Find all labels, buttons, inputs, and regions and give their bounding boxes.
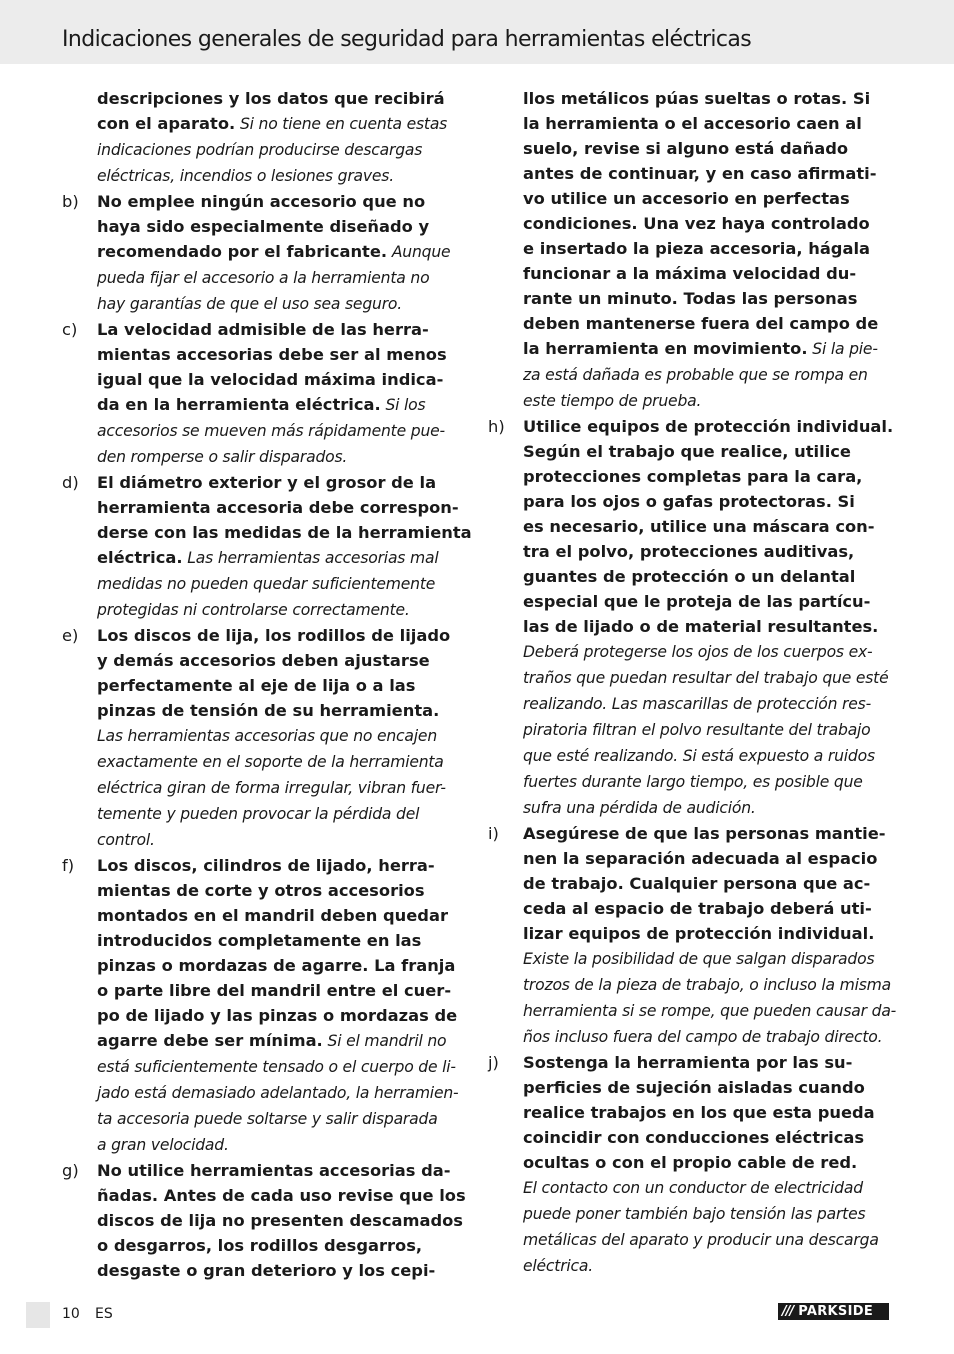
italic-text: eléctricas, incendios o lesiones graves.	[97, 167, 394, 185]
text-line	[97, 1132, 470, 1158]
bold-text: o desgarros, los rodillos desgarros,	[97, 1236, 423, 1255]
logo-wordmark: PARKSIDE	[798, 1304, 874, 1319]
italic-text: fuertes durante largo tiempo, es posible que	[523, 773, 863, 791]
text-line	[97, 495, 472, 520]
italic-text: Si el mandril no	[322, 1032, 447, 1050]
italic-text: Deberá protegerse los ojos de los cuerpos ex-	[523, 643, 873, 661]
text-line	[97, 520, 472, 545]
italic-text: medidas no pueden quedar suficientemente	[97, 575, 436, 593]
text-line	[523, 691, 898, 717]
item-text	[523, 414, 898, 821]
text-line	[523, 136, 898, 161]
text-line	[523, 311, 898, 336]
safety-item	[62, 189, 470, 317]
bold-text: para los ojos o gafas protectoras. Si	[523, 492, 855, 511]
bold-text: Los discos de lija, los rodillos de lijado	[97, 626, 451, 645]
bold-text: rante un minuto. Todas las personas	[523, 289, 858, 308]
text-line	[523, 743, 898, 769]
text-line	[97, 749, 470, 775]
text-line	[97, 978, 470, 1003]
text-line	[523, 1150, 898, 1175]
bold-text: descripciones y los datos que recibirá	[97, 89, 445, 108]
text-line	[97, 928, 470, 953]
text-line	[523, 896, 898, 921]
bold-text: ceda al espacio de trabajo deberá uti-	[523, 899, 872, 918]
italic-text: Existe la posibilidad de que salgan disparados	[523, 950, 875, 968]
text-line	[97, 853, 470, 878]
bold-text: lizar equipos de protección individual.	[523, 924, 875, 943]
bold-text: introducidos completamente en las	[97, 931, 422, 950]
text-line	[523, 846, 898, 871]
text-line	[97, 392, 470, 418]
text-line	[97, 189, 470, 214]
text-line	[97, 903, 470, 928]
text-line	[523, 1201, 898, 1227]
bold-text: o parte libre del mandril entre el cuer-	[97, 981, 452, 1000]
bold-text: vo utilice un accesorio en perfectas	[523, 189, 850, 208]
text-line	[97, 367, 470, 392]
italic-text: accesorios se mueven más rápidamente pue-	[97, 422, 445, 440]
text-line	[523, 665, 898, 691]
text-line	[523, 464, 898, 489]
page-number: 10	[62, 1306, 80, 1322]
text-line	[523, 1100, 898, 1125]
bold-text: Según el trabajo que realice, utilice	[523, 442, 851, 461]
italic-text: Las herramientas accesorias que no encajen	[97, 727, 438, 745]
text-line	[523, 998, 898, 1024]
text-line	[97, 1054, 470, 1080]
bold-text: deben mantenerse fuera del campo de	[523, 314, 879, 333]
bold-text: antes de continuar, y en caso afirmati-	[523, 164, 877, 183]
text-line	[523, 1125, 898, 1150]
item-text	[97, 470, 472, 623]
text-line	[97, 1183, 470, 1208]
bold-text: llos metálicos púas sueltas o rotas. Si	[523, 89, 871, 108]
italic-text: jado está demasiado adelantado, la herramien-	[97, 1084, 459, 1102]
italic-text: ños incluso fuera del campo de trabajo directo.	[523, 1028, 883, 1046]
text-line	[97, 163, 470, 189]
text-line	[523, 261, 898, 286]
bold-text: la herramienta o el accesorio caen al	[523, 114, 862, 133]
item-marker	[488, 86, 523, 414]
text-line	[523, 717, 898, 743]
text-line	[523, 1175, 898, 1201]
italic-text: a gran velocidad.	[97, 1136, 229, 1154]
bold-text: Sostenga la herramienta por las su-	[523, 1053, 853, 1072]
text-line	[97, 111, 470, 137]
italic-text: temente y pueden provocar la pérdida del	[97, 805, 420, 823]
bold-text: recomendado por el fabricante.	[97, 242, 388, 261]
bold-text: la herramienta en movimiento.	[523, 339, 808, 358]
bold-text: ñadas. Antes de cada uso revise que los	[97, 1186, 466, 1205]
bold-text: y demás accesorios deben ajustarse	[97, 651, 430, 670]
italic-text: indicaciones podrían producirse descargas	[97, 141, 423, 159]
italic-text: Si la pie-	[807, 340, 878, 358]
bold-text: nen la separación adecuada al espacio	[523, 849, 878, 868]
page-title: Indicaciones generales de seguridad para herramientas eléctricas	[62, 27, 752, 52]
text-line	[523, 514, 898, 539]
bold-text: funcionar a la máxima velocidad du-	[523, 264, 857, 283]
safety-item	[62, 470, 470, 623]
safety-item	[488, 414, 898, 821]
italic-text: Las herramientas accesorias mal	[182, 549, 439, 567]
bold-text: Asegúrese de que las personas mantie-	[523, 824, 886, 843]
italic-text: Aunque	[387, 243, 451, 261]
bold-text: mientas accesorias debe ser al menos	[97, 345, 447, 364]
item-text	[97, 1158, 470, 1283]
italic-text: control.	[97, 831, 155, 849]
text-line	[523, 161, 898, 186]
item-text	[97, 853, 470, 1158]
italic-text: Si los	[380, 396, 426, 414]
italic-text: za está dañada es probable que se rompa en	[523, 366, 868, 384]
bold-text: Utilice equipos de protección individual.	[523, 417, 894, 436]
bold-text: protecciones completas para la cara,	[523, 467, 863, 486]
italic-text: piratoria filtran el polvo resultante del trabajo	[523, 721, 871, 739]
italic-text: ta accesoria puede soltarse y salir disparada	[97, 1110, 438, 1128]
item-marker	[62, 86, 97, 189]
page-header	[0, 0, 954, 64]
text-line	[97, 545, 472, 571]
item-text	[97, 623, 470, 853]
text-line	[523, 921, 898, 946]
italic-text: eléctrica giran de forma irregular, vibran fuer-	[97, 779, 446, 797]
text-line	[97, 623, 470, 648]
safety-item	[488, 1050, 898, 1279]
text-line	[97, 597, 472, 623]
italic-text: hay garantías de que el uso sea seguro.	[97, 295, 403, 313]
italic-text: pueda fijar el accesorio a la herramienta no	[97, 269, 430, 287]
safety-item	[62, 853, 470, 1158]
text-line	[97, 953, 470, 978]
item-text	[97, 189, 470, 317]
text-line	[523, 439, 898, 464]
italic-text: exactamente en el soporte de la herramienta	[97, 753, 444, 771]
bold-text: suelo, revise si alguno está dañado	[523, 139, 849, 158]
text-line	[97, 673, 470, 698]
italic-text: está suficientemente tensado o el cuerpo de li-	[97, 1058, 456, 1076]
text-line	[523, 186, 898, 211]
italic-text: protegidas ni controlarse correctamente.	[97, 601, 410, 619]
text-line	[523, 639, 898, 665]
text-line	[523, 111, 898, 136]
item-marker: g)	[62, 1161, 79, 1180]
italic-text: den romperse o salir disparados.	[97, 448, 348, 466]
text-line	[97, 1003, 470, 1028]
bold-text: desgaste o gran deterioro y los cepi-	[97, 1261, 436, 1280]
bold-text: igual que la velocidad máxima indica-	[97, 370, 444, 389]
item-text	[97, 317, 470, 470]
text-line	[97, 1258, 470, 1283]
text-line	[97, 878, 470, 903]
text-line	[97, 137, 470, 163]
text-line	[523, 1253, 898, 1279]
bold-text: guantes de protección o un delantal	[523, 567, 856, 586]
bold-text: Los discos, cilindros de lijado, herra-	[97, 856, 435, 875]
text-line	[523, 1024, 898, 1050]
text-line	[97, 827, 470, 853]
bold-text: No utilice herramientas accesorias da-	[97, 1161, 451, 1180]
item-marker: i)	[488, 824, 499, 843]
italic-text: sufra una pérdida de audición.	[523, 799, 756, 817]
text-line	[97, 775, 470, 801]
italic-text: que esté realizando. Si está expuesto a ruidos	[523, 747, 875, 765]
text-line	[523, 286, 898, 311]
item-marker: e)	[62, 626, 79, 645]
text-line	[97, 470, 472, 495]
italic-text: herramienta si se rompe, que pueden causar da-	[523, 1002, 897, 1020]
text-line	[97, 648, 470, 673]
bold-text: derse con las medidas de la herramienta	[97, 523, 472, 542]
italic-text: este tiempo de prueba.	[523, 392, 702, 410]
text-line	[97, 723, 470, 749]
italic-text: El contacto con un conductor de electricidad	[523, 1179, 863, 1197]
text-line	[523, 769, 898, 795]
text-line	[97, 265, 470, 291]
text-line	[97, 444, 470, 470]
text-line	[523, 972, 898, 998]
text-line	[523, 1075, 898, 1100]
bold-text: discos de lija no presenten descamados	[97, 1211, 463, 1230]
bold-text: ocultas o con el propio cable de red.	[523, 1153, 858, 1172]
text-line	[523, 414, 898, 439]
parkside-logo	[778, 1303, 889, 1320]
bold-text: las de lijado o de material resultantes.	[523, 617, 879, 636]
italic-text: trozos de la pieza de trabajo, o incluso la misma	[523, 976, 892, 994]
bold-text: agarre debe ser mínima.	[97, 1031, 323, 1050]
bold-text: montados en el mandril deben quedar	[97, 906, 448, 925]
bold-text: haya sido especialmente diseñado y	[97, 217, 430, 236]
text-line	[523, 821, 898, 846]
footer-marker-box	[26, 1302, 50, 1328]
bold-text: coincidir con conducciones eléctricas	[523, 1128, 865, 1147]
text-line	[523, 86, 898, 111]
italic-text: traños que puedan resultar del trabajo que esté	[523, 669, 889, 687]
item-text	[97, 86, 470, 189]
text-line	[523, 589, 898, 614]
bold-text: perficies de sujeción aisladas cuando	[523, 1078, 865, 1097]
text-line	[97, 1028, 470, 1054]
text-line	[97, 86, 470, 111]
bold-text: El diámetro exterior y el grosor de la	[97, 473, 437, 492]
bold-text: con el aparato.	[97, 114, 236, 133]
text-line	[97, 317, 470, 342]
italic-text: realizando. Las mascarillas de protección res-	[523, 695, 871, 713]
safety-item	[62, 317, 470, 470]
bold-text: La velocidad admisible de las herra-	[97, 320, 429, 339]
bold-text: realice trabajos en los que esta pueda	[523, 1103, 875, 1122]
item-marker: h)	[488, 417, 505, 436]
bold-text: es necesario, utilice una máscara con-	[523, 517, 875, 536]
text-line	[97, 342, 470, 367]
text-line	[97, 1233, 470, 1258]
text-line	[97, 571, 472, 597]
bold-text: perfectamente al eje de lija o a las	[97, 676, 416, 695]
text-line	[523, 946, 898, 972]
item-text	[523, 1050, 898, 1279]
safety-item	[62, 623, 470, 853]
bold-text: e insertado la pieza accesoria, hágala	[523, 239, 871, 258]
italic-text: metálicas del aparato y producir una descarga	[523, 1231, 879, 1249]
item-text	[523, 821, 898, 1050]
bold-text: de trabajo. Cualquier persona que ac-	[523, 874, 871, 893]
text-line	[97, 1158, 470, 1183]
text-line	[523, 871, 898, 896]
text-line	[97, 239, 470, 265]
italic-text: eléctrica.	[523, 1257, 594, 1275]
item-marker: c)	[62, 320, 78, 339]
item-marker: f)	[62, 856, 75, 875]
item-marker: j)	[488, 1053, 499, 1072]
text-line	[523, 539, 898, 564]
bold-text: condiciones. Una vez haya controlado	[523, 214, 870, 233]
safety-item	[62, 1158, 470, 1283]
text-line	[523, 1050, 898, 1075]
text-line	[97, 1208, 470, 1233]
right-column	[488, 86, 898, 1279]
safety-item	[488, 86, 898, 414]
text-line	[523, 336, 898, 362]
bold-text: pinzas o mordazas de agarre. La franja	[97, 956, 456, 975]
text-line	[97, 291, 470, 317]
item-marker: b)	[62, 192, 79, 211]
logo-stripes: ///	[782, 1304, 794, 1319]
text-line	[523, 362, 898, 388]
bold-text: tra el polvo, protecciones auditivas,	[523, 542, 855, 561]
text-line	[523, 211, 898, 236]
safety-item	[62, 86, 470, 189]
text-line	[523, 236, 898, 261]
text-line	[523, 1227, 898, 1253]
text-line	[97, 214, 470, 239]
safety-item	[488, 821, 898, 1050]
left-column	[62, 86, 470, 1283]
text-line	[523, 795, 898, 821]
text-line	[523, 489, 898, 514]
bold-text: No emplee ningún accesorio que no	[97, 192, 426, 211]
text-line	[97, 418, 470, 444]
text-line	[97, 698, 470, 723]
item-marker: d)	[62, 473, 79, 492]
bold-text: herramienta accesoria debe correspon-	[97, 498, 459, 517]
text-line	[97, 801, 470, 827]
text-line	[523, 564, 898, 589]
bold-text: especial que le proteja de las partícu-	[523, 592, 871, 611]
bold-text: eléctrica.	[97, 548, 183, 567]
language-code: ES	[95, 1306, 113, 1322]
bold-text: pinzas de tensión de su herramienta.	[97, 701, 440, 720]
bold-text: po de lijado y las pinzas o mordazas de	[97, 1006, 458, 1025]
italic-text: puede poner también bajo tensión las partes	[523, 1205, 866, 1223]
text-line	[97, 1106, 470, 1132]
italic-text: Si no tiene en cuenta estas	[235, 115, 448, 133]
text-line	[523, 614, 898, 639]
text-line	[523, 388, 898, 414]
bold-text: da en la herramienta eléctrica.	[97, 395, 381, 414]
item-text	[523, 86, 898, 414]
text-line	[97, 1080, 470, 1106]
bold-text: mientas de corte y otros accesorios	[97, 881, 425, 900]
